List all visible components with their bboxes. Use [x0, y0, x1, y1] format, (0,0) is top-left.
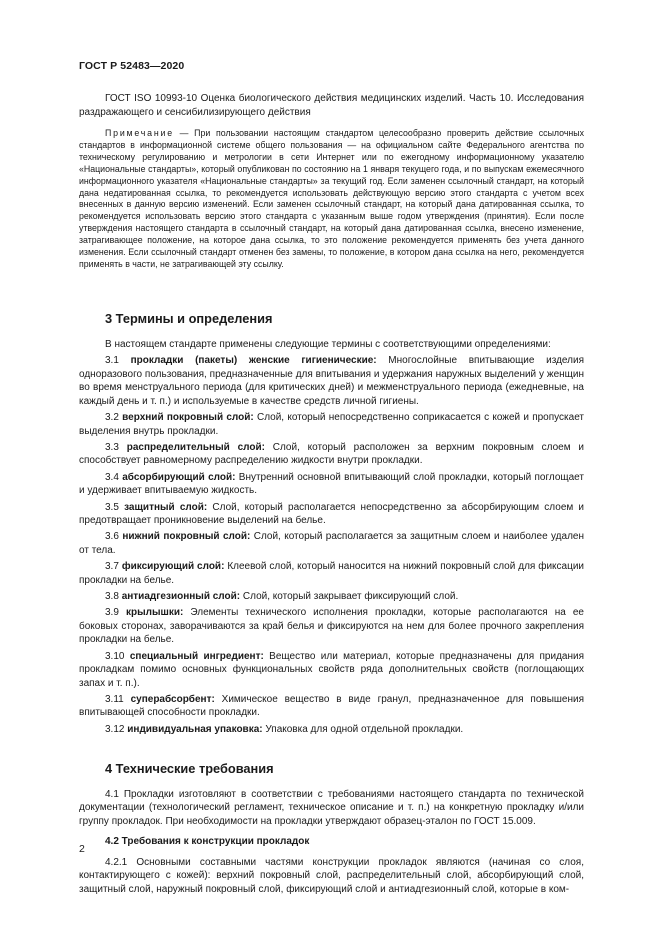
- term-definition: Слой, который закрывает фиксирующий слой.: [240, 590, 459, 602]
- term-number: 3.6: [105, 531, 119, 543]
- term-name: суперабсорбент:: [130, 693, 215, 705]
- page-content: [79, 92, 584, 896]
- term-number: 3.11: [105, 693, 124, 705]
- term-name: прокладки (пакеты) женские гигиенические:: [130, 355, 377, 367]
- term-item: [79, 501, 584, 528]
- term-definition: Упаковка для одной отдельной прокладки.: [262, 723, 464, 735]
- term-item: [79, 606, 584, 647]
- term-number: 3.10: [105, 650, 125, 662]
- term-number: 3.12: [105, 723, 125, 735]
- term-definition: Слой, который расположен за верхним покровным слоем и способствует равномерному распределению жидкости внутри прокладки.: [79, 441, 584, 467]
- term-name: фиксирующий слой:: [121, 561, 225, 573]
- term-name: защитный слой:: [124, 501, 208, 513]
- term-item: [79, 411, 584, 438]
- term-number: 3.7: [105, 561, 119, 573]
- term-item: [79, 693, 584, 720]
- note-text: — При пользовании настоящим стандартом целесообразно проверить действие ссылочных стандартов в информационной системе общего пользования — на официальном сайте Федерального агентства по техническому регулированию и метрологии в сети Интернет или по ежегодному информационному указателю «Национальные стандарты», который опубликован по состоянию на 1 января текущего года, и по выпускам ежемесячного информационного указателя «Национальные стандарты» за текущий год. Если заменен ссылочный стандарт, на который дана недатированная ссылка, то рекомендуется использовать действующую версию этого стандарта с учетом всех внесенных в данную версию изменений. Если заменен ссылочный стандарт, на который дана датированная ссылка, то рекомендуется использовать версию этого стандарта с указанным выше годом утверждения (принятия). Если после утверждения настоящего стандарта в ссылочный стандарт, на который дана датированная ссылка, внесено изменение, затрагивающее положение, на которое дана ссылка, то это положение рекомендуется применять без учета данного изменения. Если ссылочный стандарт отменен без замены, то положение, в котором дана ссылка на него, рекомендуется применять в части, не затрагивающей эту ссылку.: [79, 128, 584, 269]
- term-definition: Клеевой слой, который наносится на нижний покровный слой для фиксации прокладки на белье.: [79, 561, 585, 586]
- term-name: специальный ингредиент:: [129, 650, 264, 662]
- section-4-title: 4 Технические требования: [105, 760, 274, 776]
- term-number: 3.4: [105, 471, 119, 483]
- term-name: абсорбирующий слой:: [122, 471, 236, 483]
- term-item: [79, 530, 584, 557]
- term-number: 3.2: [105, 412, 119, 424]
- term-name: распределительный слой:: [126, 441, 265, 453]
- standard-code-header: ГОСТ Р 52483—2020: [79, 60, 185, 72]
- term-item: [79, 441, 584, 468]
- term-item: [79, 471, 584, 498]
- term-item: [79, 650, 584, 691]
- term-name: верхний покровный слой:: [122, 412, 254, 424]
- paragraph-4-2-1: 4.2.1 Основными составными частями конструкции прокладок являются (начиная со слоя, контактирующего с кожей): верхний покровный слой, распределительный слой, абсорбирующий слой, защитный слой, наружный покровный слой, фиксирующий слой и антиадгезионный слой, которые в ком-: [79, 856, 584, 895]
- term-definition: Вещество или материал, которые предназначены для придания прокладкам помимо основных функциональных свойств ряда дополнительных свойств (поглощающих запах и т. п.).: [79, 650, 584, 689]
- term-name: крылышки:: [125, 607, 184, 619]
- term-definition: Элементы технического исполнения прокладки, которые располагаются на ее боковых сторонах, заворачиваются за край белья и фиксируются на нем для более прочного закрепления прокладки на белье.: [79, 607, 584, 646]
- note-paragraph: [79, 128, 584, 271]
- term-definition: Слой, который располагается за защитным слоем и наиболее удален от тела.: [79, 531, 585, 556]
- term-item: [79, 590, 584, 604]
- term-definition: Внутренний основной впитывающий слой прокладки, который поглощает и удерживает впитываемую жидкость.: [79, 471, 584, 497]
- term-item: [79, 723, 584, 737]
- term-name: нижний покровный слой:: [122, 531, 251, 543]
- term-definition: Многослойные впитывающие изделия одноразового пользования, предназначенные для впитывания и удержания наружных выделений у женщин во время менструального периода (для критических дней) и межменструального периода (ежедневные, на каждый день и т. п.) и используемые в качестве средств личной гигиены.: [79, 355, 584, 407]
- section-3-title: 3 Термины и определения: [105, 310, 273, 326]
- paragraph-4-1: 4.1 Прокладки изготовляют в соответствии с требованиями настоящего стандарта по технической документации (технологический регламент, техническое описание и т. п.) на конкретную прокладку и/или группу прокладок. При необходимости на прокладки утверждают образец-эталон по ГОСТ 15.009.: [79, 788, 584, 827]
- section-3-intro: В настоящем стандарте применены следующие термины с соответствующими определениями:: [105, 338, 551, 350]
- term-number: 3.5: [105, 501, 119, 513]
- term-number: 3.3: [105, 441, 119, 453]
- page-number: 2: [79, 843, 85, 855]
- term-item: [79, 354, 584, 408]
- term-name: индивидуальная упаковка:: [127, 723, 263, 735]
- term-number: 3.9: [105, 607, 119, 619]
- term-definition: Слой, который располагается непосредственно за абсорбирующим слоем и предотвращает проникновение выделений на белье.: [79, 501, 585, 527]
- term-definition: Химическое вещество в виде гранул, предназначенное для повышения впитывающей способности прокладки.: [79, 693, 584, 719]
- note-label: Примечание: [105, 128, 174, 138]
- term-name: антиадгезионный слой:: [121, 590, 241, 602]
- reference-entry: ГОСТ ISO 10993-10 Оценка биологического действия медицинских изделий. Часть 10. Исследования раздражающего и сенсибилизирующего действия: [79, 93, 584, 118]
- term-item: [79, 560, 584, 587]
- terms-list: [79, 354, 584, 736]
- term-number: 3.1: [105, 355, 119, 367]
- subsection-4-2-title: 4.2 Требования к конструкции прокладок: [105, 836, 310, 848]
- term-number: 3.8: [105, 590, 119, 602]
- term-definition: Слой, который непосредственно соприкасается с кожей и пропускает выделения внутрь прокладки.: [79, 412, 585, 437]
